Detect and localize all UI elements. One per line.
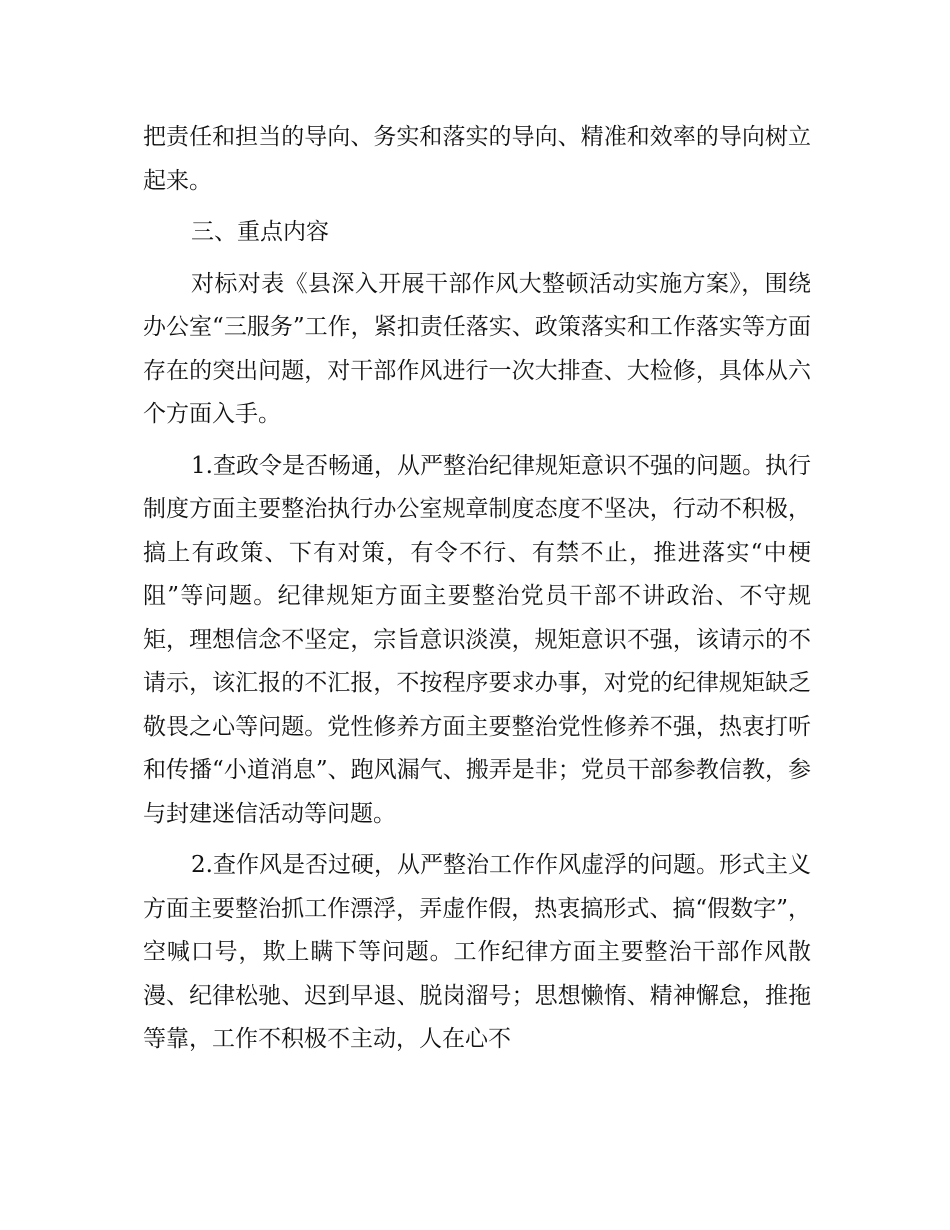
paragraph-item-1: 1.查政令是否畅通，从严整治纪律规矩意识不强的问题。执行制度方面主要整治执行办公室规章制度态度不坚决，行动不积极，搞上有政策、下有对策，有令不行、有禁不止，推进落实“中梗阻”等问题。纪律规矩方面主要整治党员干部不讲政治、不守规矩，理想信念不坚定，宗旨意识淡漠，规矩意识不强，该请示的不请示，该汇报的不汇报，不按程序要求办事，对党的纪律规矩缺乏敬畏之心等问题。党性修养方面主要整治党性修养不强，热衷打听和传播“小道消息”、跑风漏气、搬弄是非；党员干部参教信教，参与封建迷信活动等问题。: [143, 452, 811, 827]
document-page: [143, 116, 811, 1070]
paragraph-continuation: 把责任和担当的导向、务实和落实的导向、精准和效率的导向树立起来。: [143, 124, 811, 194]
section-heading-key-content: 三、重点内容: [191, 219, 329, 245]
paragraph-intro: 对标对表《县深入开展干部作风大整顿活动实施方案》，围绕办公室“三服务”工作，紧扣责任落实、政策落实和工作落实等方面存在的突出问题，对干部作风进行一次大排查、大检修，具体从六个方面入手。: [143, 270, 811, 427]
paragraph-item-2: 2.查作风是否过硬，从严整治工作作风虚浮的问题。形式主义方面主要整治抓工作漂浮，弄虚作假，热衷搞形式、搞“假数字”，空喊口号，欺上瞒下等问题。工作纪律方面主要整治干部作风散漫、纪律松驰、迟到早退、脱岗溜号；思想懒惰、精神懈怠，推拖等靠，工作不积极不主动，人在心不: [143, 852, 811, 1052]
